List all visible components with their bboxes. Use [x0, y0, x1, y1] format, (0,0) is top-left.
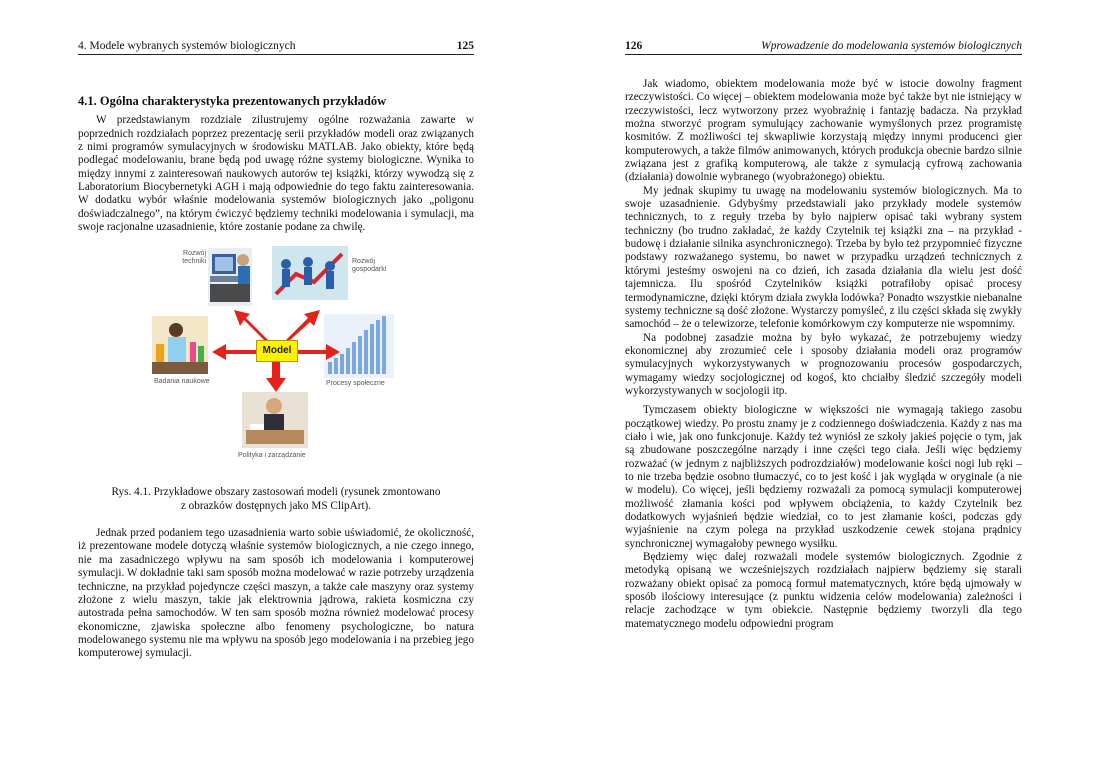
society-clipart — [324, 314, 394, 378]
page-number-right: 126 — [625, 40, 643, 52]
left-page — [78, 0, 474, 781]
left-page-content — [78, 95, 474, 661]
arrow-to-technology — [234, 310, 268, 342]
paragraph-r1: Jak wiadomo, obiektem modelowania może być w istocie dowolny fragment rzeczywistości. Co więcej – obiektem modelowania może być także byt nie istniejący w rzeczywistości, lecz wytworzony przez wyobraźnię i fantazję badacza. Na przykład można stworzyć program symulujący zachowanie wymyślonych przez programistę kosmitów. Z możliwości tej skwapliwie korzystają między innymi producenci gier komputerowych, a także filmów animowanych, których produkcja obecnie bardzo silnie związana jest z grafiką komputerową, ale także z symulacją cyfrową zachowania (działania) dowolnie wybranego (wyobrażonego) obiektu. — [625, 78, 1022, 184]
running-head-book-title: Wprowadzenie do modelowania systemów biologicznych — [761, 40, 1022, 52]
paragraph-intro: W przedstawianym rozdziale zilustrujemy ogólne rozważania zawarte w poprzednich rozdziałach poprzez prezentację serii przykładów modeli oraz związanych z nimi programów symulacyjnych w środowisku MATLAB. Jako obiekty, które będą podlegać modelowaniu, brane będą pod uwagę różne systemy biologiczne. Wynika to między innymi z zainteresowań naukowych autorów tej książki, którzy wywodzą się z Laboratorium Biocybernetyki AGH i mają odpowiednie do tego faktu zainteresowania. W dodatku wybór właśnie modelowania systemów biologicznych jako „poligonu doświadczalnego”, na którym ćwiczyć będziemy techniki modelowania i symulacji, ma swoje racjonalne uzasadnienie, które zostanie podane za chwilę. — [78, 114, 474, 234]
label-society: Procesy społeczne — [326, 380, 385, 388]
label-management: Polityka i zarządzanie — [238, 452, 306, 460]
arrow-to-research — [212, 344, 256, 360]
running-head-title: 4. Modele wybranych systemów biologicznych — [78, 40, 296, 52]
running-head-left — [78, 40, 474, 55]
technology-clipart — [208, 248, 252, 306]
economy-clipart — [272, 246, 348, 300]
section-heading: 4.1. Ogólna charakterystyka prezentowanych przykładów — [78, 94, 387, 108]
label-research: Badania naukowe — [154, 378, 210, 386]
paragraph-r4: Tymczasem obiekty biologiczne w większości nie wymagają takiego zasobu początkowej wiedzy. Po prostu znamy je z codziennego doświadczenia. Każdy z nas ma ciało i wie, jak ono funkcjonuje. Każdy też wyniósł ze szkoły jakieś pojęcie o tym, jak są zbudowane poszczególne narządy i inne części tego ciała. Jeśli więc będziemy rozważać (w jednym z najbliższych podrozdziałów) modelowanie kości nogi lub ręki – to nie trzeba będzie osobno tłumaczyć, co to jest kość i jak wygląda w oryginale (a nie w modelu). Co więcej, jeśli będziemy rozważali za pomocą symulacji komputerowej możliwość złamania kości pod wpływem obciążenia, to każdy Czytelnik bez dodatkowych wyjaśnień będzie wiedział, co to jest złamanie kości, podczas gdy wyjaśnienie na czym polega na przykład uszkodzenie cewek stojana prądnicy synchronicznej wymagałoby pewnego wysiłku. — [625, 404, 1022, 550]
label-technology: Rozwój techniki — [182, 250, 206, 266]
paragraph-r2: My jednak skupimy tu uwagę na modelowaniu systemów biologicznych. Ma to swoje uzasadnienie. Gdybyśmy przedstawiali jako przykłady modele systemów technicznych, to z reguły trzeba by było najpierw opisać taki wybrany system techniczny (bo trudno zakładać, że każdy Czytelnik tej książki zna – na przykład - budowę i działanie silnika asynchronicznego). Trzeba by było też przypomnieć fizyczne podstawy rozważanego systemu, bo nawet w przypadku urządzeń technicznych z którymi jesteśmy oswojeni na co dzień, ich zasada działania dla wielu jest dość tajemnicza. Ilu spośród Czytelników książki potrafiłoby opisać procesy termodynamiczne, dzięki którym działa zwykła lodówka? Ponadto wszystkie niebanalne systemy techniczne są dość złożone. Wystarczy pomyśleć, z ilu części składa się zwykły samochód – że o telewizorze, telefonie komórkowym czy komputerze nie wspomnimy. — [625, 184, 1022, 331]
model-box: Model — [256, 340, 298, 362]
caption-line-1: Rys. 4.1. Przykładowe obszary zastosowań modeli (rysunek zmontowano — [111, 486, 441, 499]
management-clipart — [242, 392, 308, 448]
caption-line-2: z obrazków dostępnych jako MS ClipArt). — [180, 499, 372, 512]
right-page — [625, 0, 1022, 781]
arrow-to-economy — [286, 310, 320, 342]
figure-caption — [78, 486, 474, 513]
research-clipart — [152, 316, 208, 374]
paragraph-r3: Na podobnej zasadzie można by było wykazać, że potrzebujemy wiedzy ekonomicznej aby zrozumieć cele i sposoby działania modeli oraz programów symulacyjnych wykorzystywanych w prognozowaniu procesów gospodarczych, wymagamy wiedzy socjologicznej od kogoś, kto chciałby śledzić szczegóły modeli wykorzystywanych w socjologii itp. — [625, 331, 1022, 397]
arrow-to-management — [266, 362, 286, 392]
figure-application-areas — [146, 244, 406, 474]
paragraph-r5: Będziemy więc dalej rozważali modele systemów biologicznych. Zgodnie z metodyką opisaną we wcześniejszych rozdziałach najpierw będziemy się starali rozważany obiekt opisać za pomocą formuł matematycznych, które będą ujmowały w sposób ilościowy interesujące (z punktu widzenia celów modelowania) zależności i relacje zachodzące w tym obiekcie. Następnie będziemy tworzyli dla tego matematycznego modelu odpowiedni program — [625, 551, 1022, 630]
running-head-right — [625, 40, 1022, 55]
paragraph-2: Jednak przed podaniem tego uzasadnienia warto sobie uświadomić, że okoliczność, iż prezentowane modele dotyczą właśnie systemów biologicznych, a nie czego innego, nie ma zasadniczego wpływu na sam sposób ich modelowania i komputerowej symulacji. W dokładnie taki sam sposób można modelować w razie potrzeby urządzenia techniczne, na przykład pojedyncze części maszyn, a także całe maszyny oraz systemy złożone z wielu maszyn, takie jak elektrownia jądrowa, rakieta kosmiczna czy autostrada pełna samochodów. W ten sam sposób można również modelować procesy ekonomiczne, zjawiska społeczne albo fenomeny psychologiczne, bo natura modelowanego systemu nie ma wpływu na sposób jego modelowania i na przebieg jego komputerowej symulacji. — [78, 527, 474, 660]
right-page-content — [625, 78, 1022, 631]
page-number-left: 125 — [456, 40, 474, 52]
label-economy: Rozwój gospodarki — [352, 258, 387, 274]
